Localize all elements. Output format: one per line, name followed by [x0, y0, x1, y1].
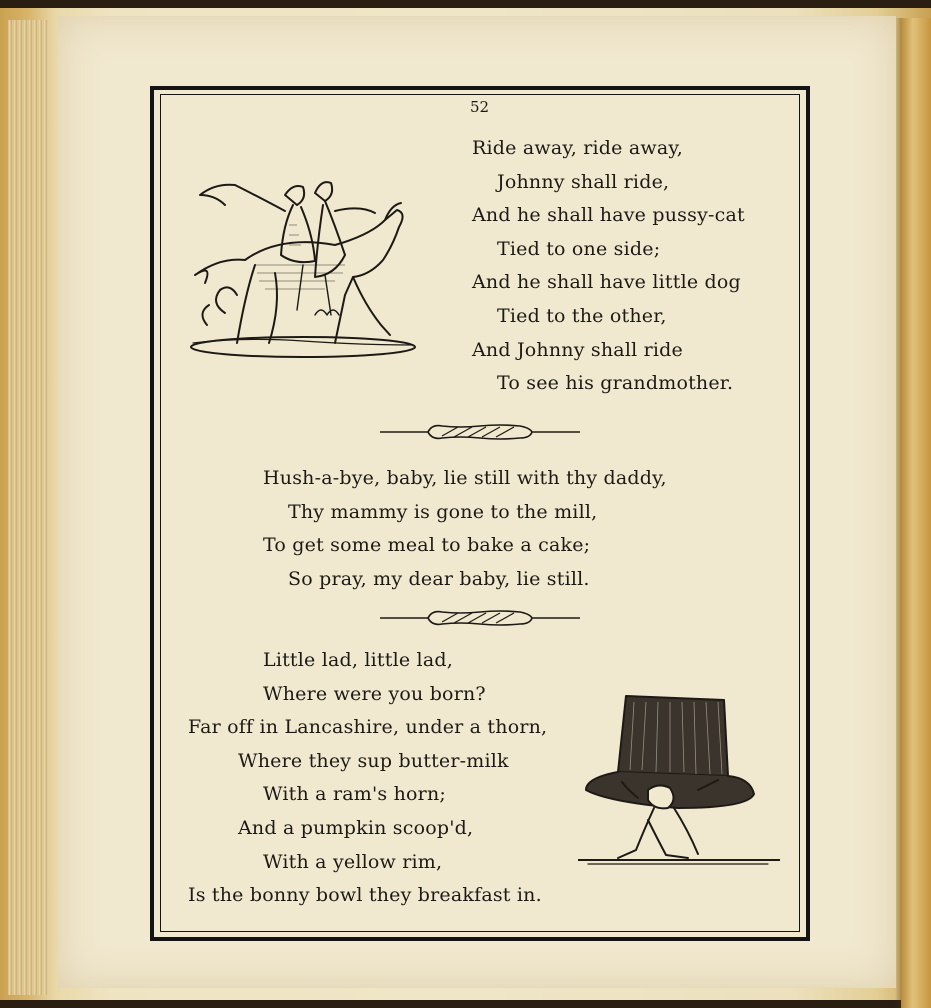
poem-line: Far off in Lancashire, under a thorn,: [188, 716, 548, 739]
poem-line: And Johnny shall ride: [472, 338, 683, 361]
poem-line: Hush-a-bye, baby, lie still with thy daddy,: [263, 467, 667, 489]
poem-line: To get some meal to bake a cake;: [263, 534, 591, 557]
poem-ride-away: [472, 132, 745, 401]
poem-line: Where were you born?: [263, 682, 486, 705]
boy-under-hat-woodcut-icon: [578, 690, 780, 870]
poem-line: Ride away, ride away,: [472, 137, 684, 159]
poem-line: Tied to the other,: [497, 304, 667, 327]
scroll-ornament-icon: [380, 608, 580, 628]
poem-line: Johnny shall ride,: [497, 170, 670, 193]
poem-little-lad: [188, 644, 547, 913]
page-edges: [8, 20, 48, 995]
poem-line: Little lad, little lad,: [263, 649, 453, 671]
poem-line: Is the bonny bowl they breakfast in.: [188, 884, 542, 907]
poem-line: And he shall have pussy-cat: [472, 204, 745, 227]
page-number: 52: [470, 98, 490, 116]
poem-line: With a ram's horn;: [263, 783, 446, 806]
poem-line: And a pumpkin scoop'd,: [238, 816, 474, 839]
poem-line: Tied to one side;: [497, 237, 661, 260]
right-page-edge: [901, 18, 931, 1008]
scroll-ornament-icon: [380, 422, 580, 442]
horse-riders-woodcut-icon: [185, 165, 420, 365]
poem-line: Thy mammy is gone to the mill,: [288, 500, 598, 523]
poem-line: With a yellow rim,: [263, 850, 443, 873]
poem-line: Where they sup butter-milk: [238, 749, 509, 772]
poem-hush-a-bye: [263, 462, 667, 596]
poem-line: So pray, my dear baby, lie still.: [288, 567, 590, 590]
poem-line: And he shall have little dog: [472, 271, 741, 294]
poem-line: To see his grandmother.: [497, 372, 734, 395]
